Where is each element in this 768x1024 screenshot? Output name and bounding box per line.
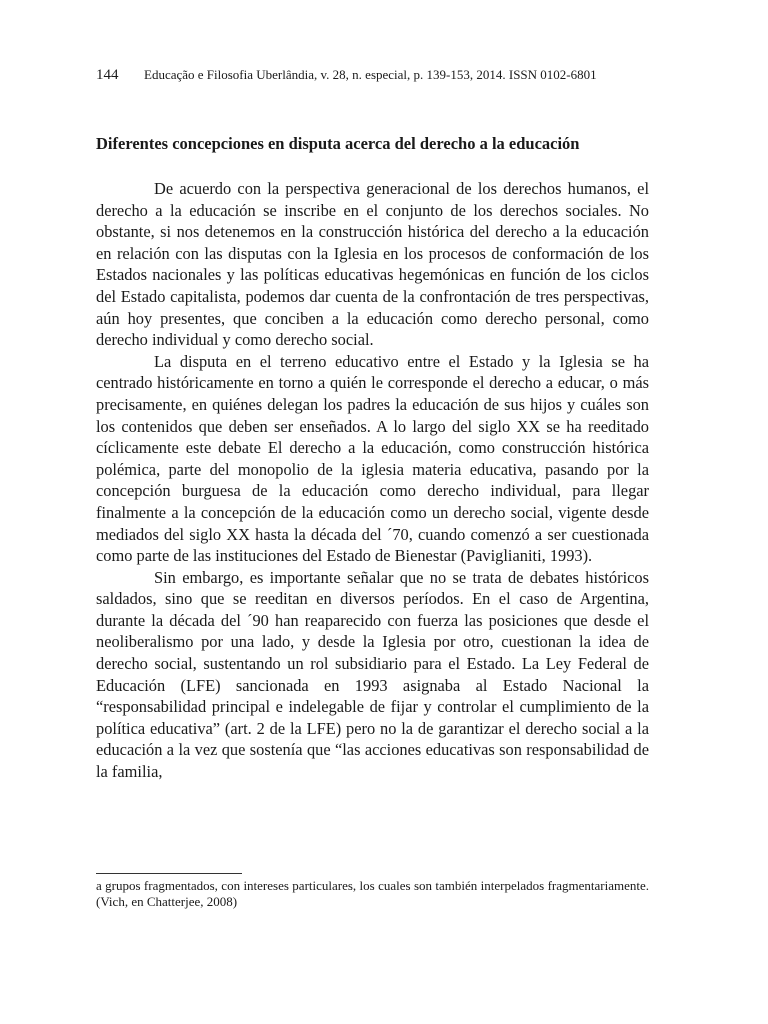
paragraph: La disputa en el terreno educativo entre el Estado y la Iglesia se ha centrado históricamente en torno a quién le corresponde el derecho a educar, o más precisamente, en quiénes delegan los padres la educación de sus hijos y cuáles son los contenidos que deben ser enseñados. A lo largo del siglo XX se ha reeditado cíclicamente este debate El derecho a la educación, como construcción histórica polémica, parte del monopolio de la iglesia materia educativa, pasando por la concepción burguesa de la educación como derecho individual, para llegar finalmente a la concepción de la educación como un derecho social, vigente desde mediados del siglo XX hasta la década del ´70, cuando comenzó a ser cuestionada como parte de las instituciones del Estado de Bienestar (Paviglianiti, 1993). — [96, 351, 649, 566]
body-text — [96, 178, 649, 783]
paragraph: De acuerdo con la perspectiva generacional de los derechos humanos, el derecho a la educación se inscribe en el conjunto de los derechos sociales. No obstante, si nos detenemos en la construcción histórica del derecho a la educación en relación con las disputas con la Iglesia en los procesos de conformación de los Estados nacionales y las políticas educativas hegemónicas en función de los ciclos del Estado capitalista, podemos dar cuenta de la confrontación de tres perspectivas, aún hoy presentes, que conciben a la educación como derecho personal, como derecho individual y como derecho social. — [96, 179, 649, 350]
running-header — [96, 66, 656, 84]
footnote: a grupos fragmentados, con intereses particulares, los cuales son también interpelados fragmentariamente. (Vich, en Chatterjee, 2008) — [96, 878, 649, 909]
footnote-divider — [96, 873, 242, 874]
section-heading: Diferentes concepciones en disputa acerca del derecho a la educación — [96, 134, 580, 153]
page-number: 144 — [96, 67, 119, 83]
journal-citation: Educação e Filosofia Uberlândia, v. 28, n. especial, p. 139-153, 2014. ISSN 0102-6801 — [144, 67, 597, 82]
paragraph: Sin embargo, es importante señalar que no se trata de debates históricos saldados, sino que se reeditan en diversos períodos. En el caso de Argentina, durante la década del ´90 han reaparecido con fuerza las posiciones que desde el neoliberalismo por una lado, y desde la Iglesia por otro, cuestionan la idea de derecho social, sustentando un rol subsidiario para el Estado. La Ley Federal de Educación (LFE) sancionada en 1993 asignaba al Estado Nacional la “responsabilidad principal e indelegable de fijar y controlar el cumplimiento de la política educativa” (art. 2 de la LFE) pero no la de garantizar el derecho social a la educación a la vez que sostenía que “las acciones educativas son responsabilidad de la familia, — [96, 567, 649, 782]
